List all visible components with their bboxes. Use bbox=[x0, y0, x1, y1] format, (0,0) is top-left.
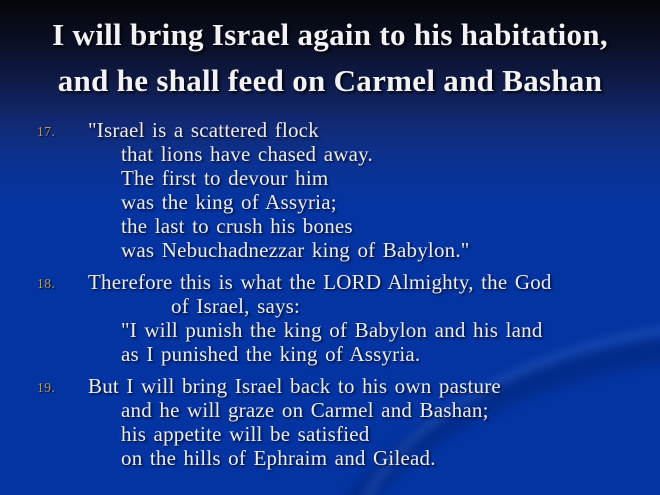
verse-line: "Israel is a scattered flock bbox=[88, 118, 319, 142]
verse-list bbox=[0, 118, 660, 478]
verse-block bbox=[0, 374, 660, 470]
verse-line: was Nebuchadnezzar king of Babylon." bbox=[121, 238, 470, 262]
verse-line: as I punished the king of Assyria. bbox=[121, 342, 421, 366]
slide-title-line-2: and he shall feed on Carmel and Bashan bbox=[57, 63, 603, 98]
verse-line: his appetite will be satisfied bbox=[121, 422, 370, 446]
slide-title bbox=[0, 0, 660, 104]
verse-line: Therefore this is what the LORD Almighty, the God bbox=[88, 270, 552, 294]
verse-line: the last to crush his bones bbox=[121, 214, 353, 238]
verse-line: on the hills of Ephraim and Gilead. bbox=[121, 446, 436, 470]
verse-line: of Israel, says: bbox=[171, 294, 301, 318]
verse-number: 17. bbox=[37, 124, 56, 139]
verse-line: But I will bring Israel back to his own pasture bbox=[88, 374, 501, 398]
verse-line: The first to devour him bbox=[121, 166, 329, 190]
verse-number: 19. bbox=[37, 380, 56, 395]
slide-title-line-1: I will bring Israel again to his habitation, bbox=[52, 17, 608, 52]
verse-line: and he will graze on Carmel and Bashan; bbox=[121, 398, 489, 422]
verse-line: "I will punish the king of Babylon and his land bbox=[121, 318, 543, 342]
verse-line: that lions have chased away. bbox=[121, 142, 373, 166]
verse-block bbox=[0, 118, 660, 262]
verse-block bbox=[0, 270, 660, 366]
verse-line: was the king of Assyria; bbox=[121, 190, 337, 214]
verse-number: 18. bbox=[37, 276, 56, 291]
